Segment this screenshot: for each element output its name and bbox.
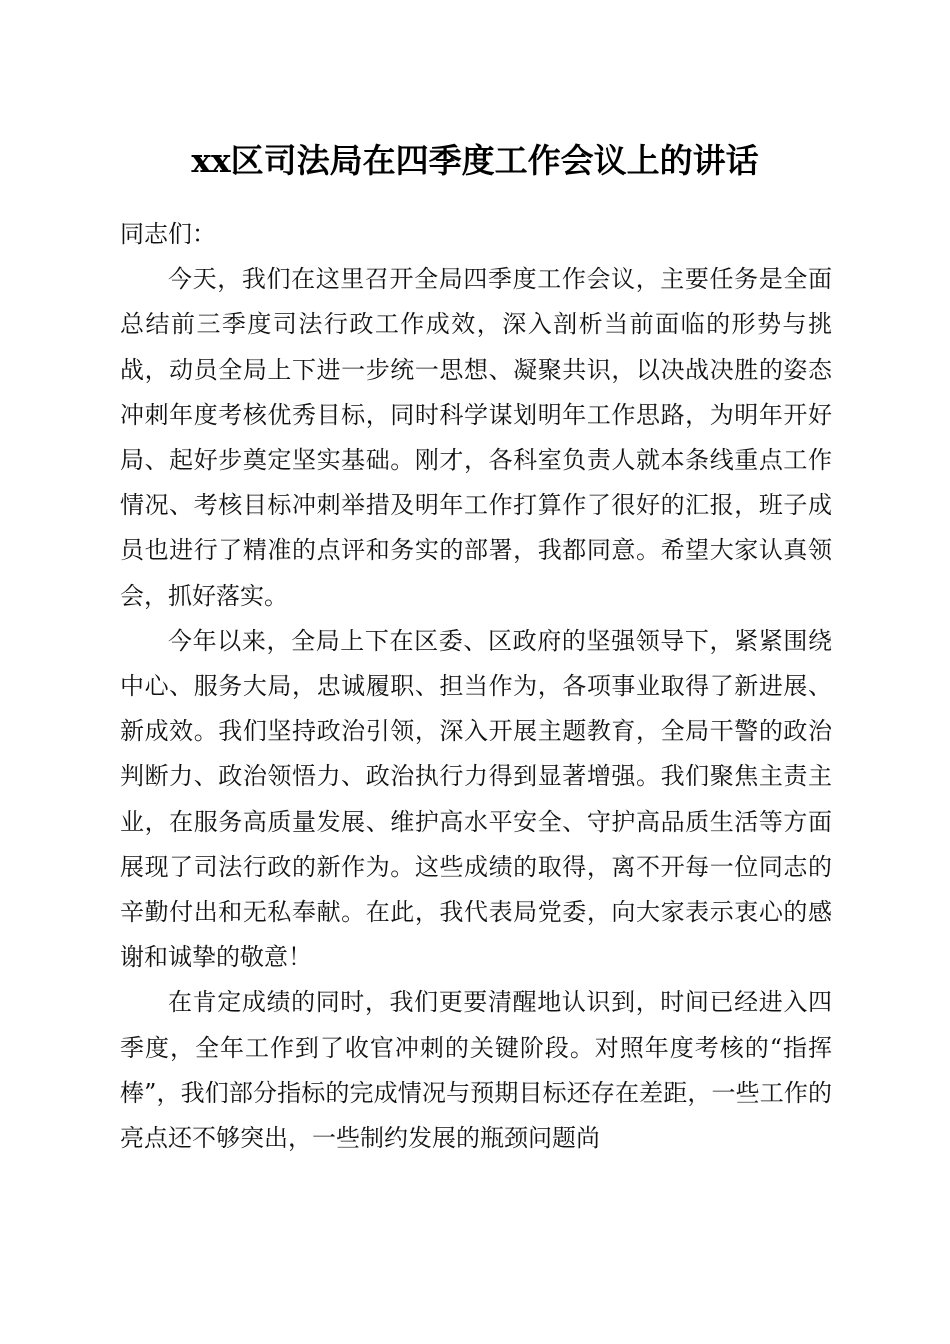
paragraph-1: 今天，我们在这里召开全局四季度工作会议，主要任务是全面总结前三季度司法行政工作成效，深入剖析当前面临的形势与挑战，动员全局上下进一步统一思想、凝聚共识，以决战决胜的姿态冲刺年度考核优秀目标，同时科学谋划明年工作思路，为明年开好局、起好步奠定坚实基础。刚才，各科室负责人就本条线重点工作情况、考核目标冲刺举措及明年工作打算作了很好的汇报，班子成员也进行了精准的点评和务实的部署，我都同意。希望大家认真领会，抓好落实。 (120, 265, 832, 610)
document-title: xx区司法局在四季度工作会议上的讲话 (191, 141, 759, 180)
document-body (120, 212, 832, 1161)
salutation: 同志们： (120, 220, 216, 248)
paragraph-2: 今年以来，全局上下在区委、区政府的坚强领导下，紧紧围绕中心、服务大局，忠诚履职、担当作为，各项事业取得了新进展、新成效。我们坚持政治引领，深入开展主题教育，全局干警的政治判断力、政治领悟力、政治执行力得到显著增强。我们聚焦主责主业，在服务高质量发展、维护高水平安全、守护高品质生活等方面展现了司法行政的新作为。这些成绩的取得，离不开每一位同志的辛勤付出和无私奉献。在此，我代表局党委，向大家表示衷心的感谢和诚挚的敬意！ (120, 626, 832, 972)
paragraph-3: 在肯定成绩的同时，我们更要清醒地认识到，时间已经进入四季度，全年工作到了收官冲刺的关键阶段。对照年度考核的“指挥棒”，我们部分指标的完成情况与预期目标还存在差距，一些工作的亮点还不够突出，一些制约发展的瓶颈问题尚 (120, 988, 832, 1153)
